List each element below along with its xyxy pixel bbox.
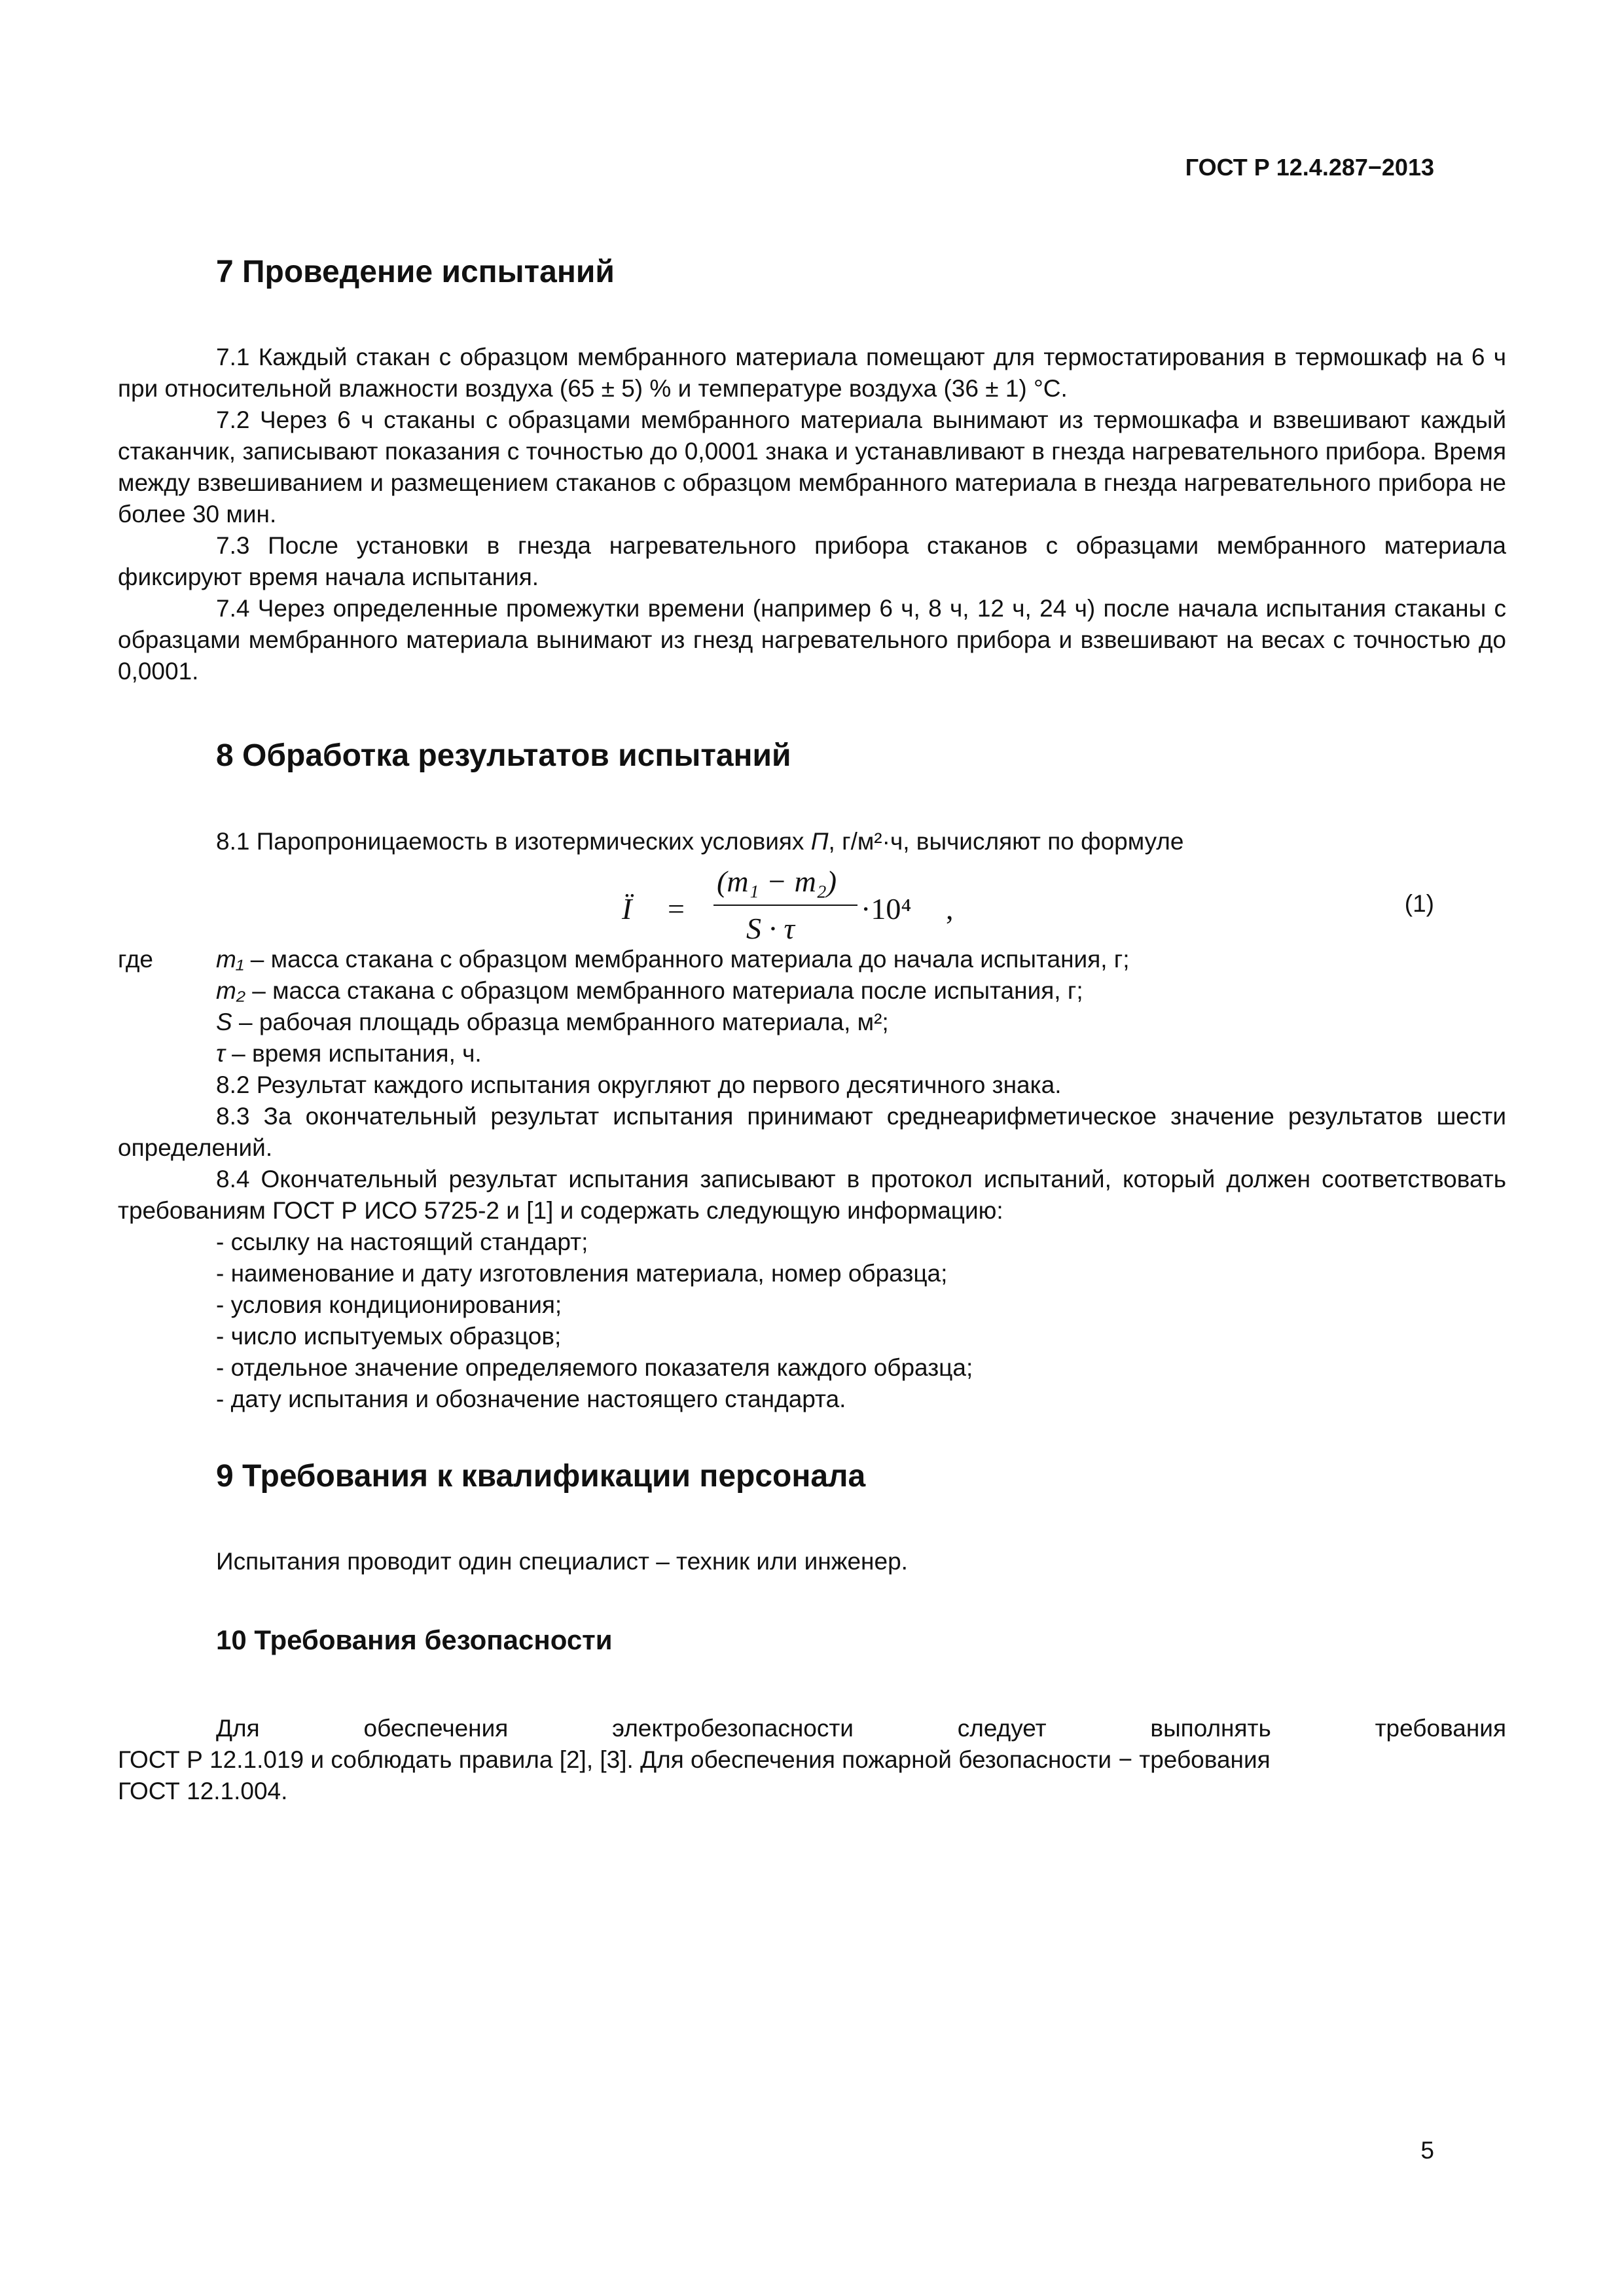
paragraph-7-4: 7.4 Через определенные промежутки времени (например 6 ч, 8 ч, 12 ч, 24 ч) после начала испытания стаканы с образцами мембранного материала вынимают из гнезд нагревательного прибора и взвешивают на весах с точностью до 0,0001. [118,595,1506,685]
fraction-bar [713,905,857,906]
definition-m2 [216,975,1083,1007]
definition-m2-symbol: m₂ [216,977,245,1004]
definition-s-text: – рабочая площадь образца мембранного материала, м²; [232,1009,889,1035]
list-item: - ссылку на настоящий стандарт; [216,1229,588,1255]
paragraph-8-1-unit: , г/м²·ч, вычисляют по формуле [828,828,1184,855]
definition-m2-text: – масса стакана с образцом мембранного материала после испытания, г; [245,977,1083,1004]
definition-tau-text: – время испытания, ч. [225,1040,482,1067]
list-item: - число испытуемых образцов; [216,1323,562,1350]
list-item: - отдельное значение определяемого показателя каждого образца; [216,1354,973,1381]
paragraph-8-4: 8.4 Окончательный результат испытания записывают в протокол испытаний, который должен соответствовать требованиям ГОСТ Р ИСО 5725-2 и [1] и содержать следующую информацию: [118,1166,1506,1224]
paragraph-7-1: 7.1 Каждый стакан с образцом мембранного материала помещают для термостатирования в термошкаф на 6 ч при относительной влажности воздуха (65 ± 5) % и температуре воздуха (36 ± 1) °С. [118,344,1506,402]
equation-number: (1) [1404,890,1434,917]
definition-m1-text: – масса стакана с образцом мембранного материала до начала испытания, г; [244,946,1130,973]
definition-tau-symbol: τ [216,1040,225,1067]
word: следует [957,1715,1047,1742]
list-item: - дату испытания и обозначение настоящего стандарта. [216,1386,846,1412]
definition-s [216,1007,889,1038]
word: требования [1375,1715,1506,1742]
paragraph-8-1-symbol: П [810,828,829,855]
paragraph-8-1-prefix: 8.1 Паропроницаемость в изотермических условиях [216,828,811,855]
definition-s-symbol: S [216,1009,232,1035]
paragraph-8-2: 8.2 Результат каждого испытания округляют до первого десятичного знака. [216,1071,1062,1098]
section-10-title: 10 Требования безопасности [216,1624,613,1655]
paragraph-10-line-1 [216,1713,1506,1744]
word: обеспечения [363,1715,509,1742]
paragraph-9: Испытания проводит один специалист – техник или инженер. [216,1548,908,1575]
list-item: - условия кондиционирования; [216,1291,562,1318]
formula-numerator: (m₁ − m₂) [717,865,837,898]
section-9-title: 9 Требования к квалификации персонала [216,1459,866,1494]
section-8-title: 8 Обработка результатов испытаний [216,738,791,773]
paragraph-10-line-3: ГОСТ 12.1.004. [118,1778,288,1804]
formula-denominator: S · τ [746,912,795,945]
paragraph-7-3: 7.3 После установки в гнезда нагревательного прибора стаканов с образцами мембранного материала фиксируют время начала испытания. [118,532,1506,590]
paragraph-10-line-2: ГОСТ Р 12.1.019 и соблюдать правила [2], [3]. Для обеспечения пожарной безопасности − требования [118,1746,1271,1773]
definition-m1 [216,944,1130,975]
word: электробезопасности [612,1715,854,1742]
list-item: - наименование и дату изготовления материала, номер образца; [216,1260,948,1287]
page-number: 5 [1420,2137,1434,2164]
formula-lhs: Ï [622,892,632,925]
word: выполнять [1150,1715,1271,1742]
formula-equals: = [668,892,685,925]
definition-m1-symbol: m₁ [216,946,244,973]
definition-tau [216,1038,482,1069]
formula-comma: , [946,892,954,925]
paragraph-8-3: 8.3 За окончательный результат испытания принимают среднеарифметическое значение результатов шести определений. [118,1103,1506,1161]
section-7-title: 7 Проведение испытаний [216,255,615,289]
paragraph-7-2: 7.2 Через 6 ч стаканы с образцами мембранного материала вынимают из термошкафа и взвешивают каждый стаканчик, записывают показания с точностью до 0,0001 знака и устанавливают в гнезда нагревательного прибора. Время между взвешиванием и размещением стаканов с образцом мембранного материала в гнезда нагревательного прибора не более 30 мин. [118,406,1506,528]
word: Для [216,1715,260,1742]
formula-multiplier: ·10⁴ [861,892,912,925]
document-id-header: ГОСТ Р 12.4.287−2013 [1185,154,1434,181]
paragraph-8-1 [216,826,1183,857]
where-label: где [118,946,154,973]
